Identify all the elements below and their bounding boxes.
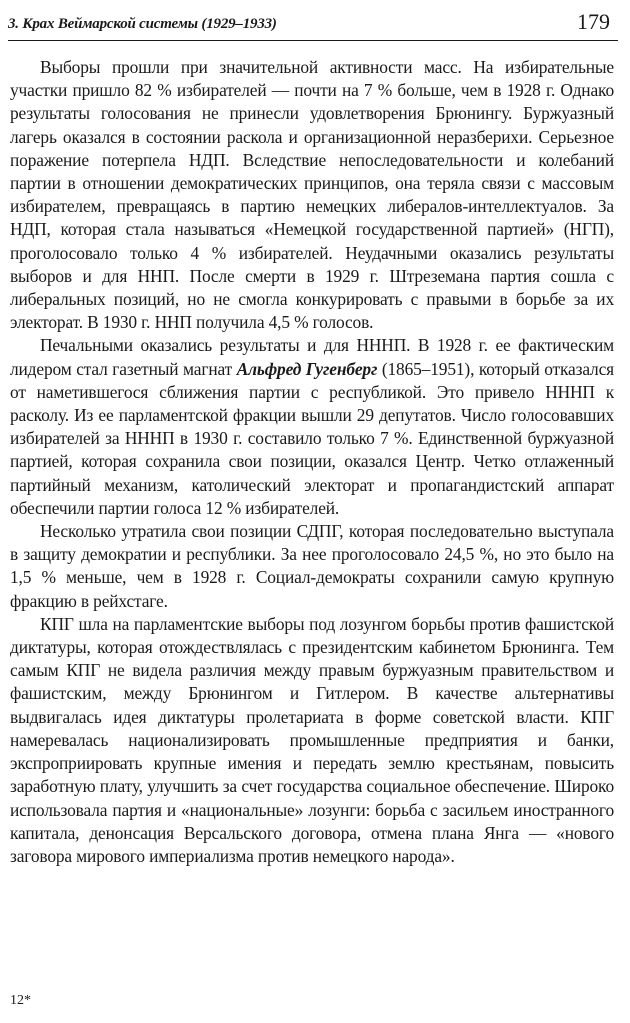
paragraph-2-start: Печальными оказались результаты и для НННП. В 1928 г. ее фактическим лидером стал газетный магнат <box>10 335 614 379</box>
paragraph-2-end: (1865–1951), который отказался от наметившегося сближения партии с республикой. Это привело НННП к расколу. Из ее парламентской фракции вышли 29 депутатов. Число голосовавших избирателей за НННП в 1930 г. составило только 7 %. Единственной буржуазной партией, которая сохранила свои позиции, оказался Центр. Четко отлаженный партийный механизм, католический электорат и пропагандистский аппарат обеспечили партии голоса 12 % избирателей. <box>10 358 614 518</box>
printer-signature-mark: 12* <box>10 993 31 1008</box>
running-header <box>8 6 618 41</box>
chapter-title: 3. Крах Веймарской системы (1929–1933) <box>8 16 277 32</box>
highlighted-name: Альфред Гугенберг <box>236 358 378 379</box>
body-text <box>10 56 614 868</box>
paragraph-2 <box>10 334 614 520</box>
page-number: 179 <box>577 9 610 34</box>
paragraph-3: Несколько утратила свои позиции СДПГ, которая последовательно выступала в защиту демократии и республики. За нее проголосовало 24,5 %, но это было на 1,5 % меньше, чем в 1928 г. Социал-демократы сохранили самую крупную фракцию в рейхстаге. <box>10 521 614 611</box>
paragraph-1: Выборы прошли при значительной активности масс. На избирательные участки пришло 82 % избирателей — почти на 7 % больше, чем в 1928 г. Однако результаты голосования не принесли удовлетворения Брюнингу. Буржуазный лагерь оказался в состоянии раскола и организационной неразберихи. Серьезное поражение потерпела НДП. Вследствие непоследовательности и колебаний партии в отношении демократических принципов, она теряла связи с массовым избирателем, превращаясь в партию немецких либералов-интеллектуалов. За НДП, которая стала называться «Немецкой государственной партией» (НГП), проголосовало только 4 % избирателей. Неудачными оказались результаты выборов и для ННП. После смерти в 1929 г. Штреземана партия сошла с либеральных позиций, но не смогла конкурировать с правыми в борьбе за их электорат. В 1930 г. ННП получила 4,5 % голосов. <box>10 57 614 333</box>
paragraph-4: КПГ шла на парламентские выборы под лозунгом борьбы против фашистской диктатуры, которая отождествлялась с президентским кабинетом Брюнинга. Тем самым КПГ не видела различия между правым буржуазным правительством и фашистским, между Брюнингом и Гитлером. В качестве альтернативы выдвигалась идея диктатуры пролетариата в форме советской власти. КПГ намеревалась национализировать промышленные предприятия и банки, экспроприировать крупные имения и передать землю крестьянам, повысить заработную плату, улучшить за счет государства социальное обеспечение. Широко использовала партия и «национальные» лозунги: борьба с засильем иностранного капитала, денонсация Версальского договора, отмена плана Янга — «нового заговора мирового империализма против немецкого народа». <box>10 613 614 866</box>
